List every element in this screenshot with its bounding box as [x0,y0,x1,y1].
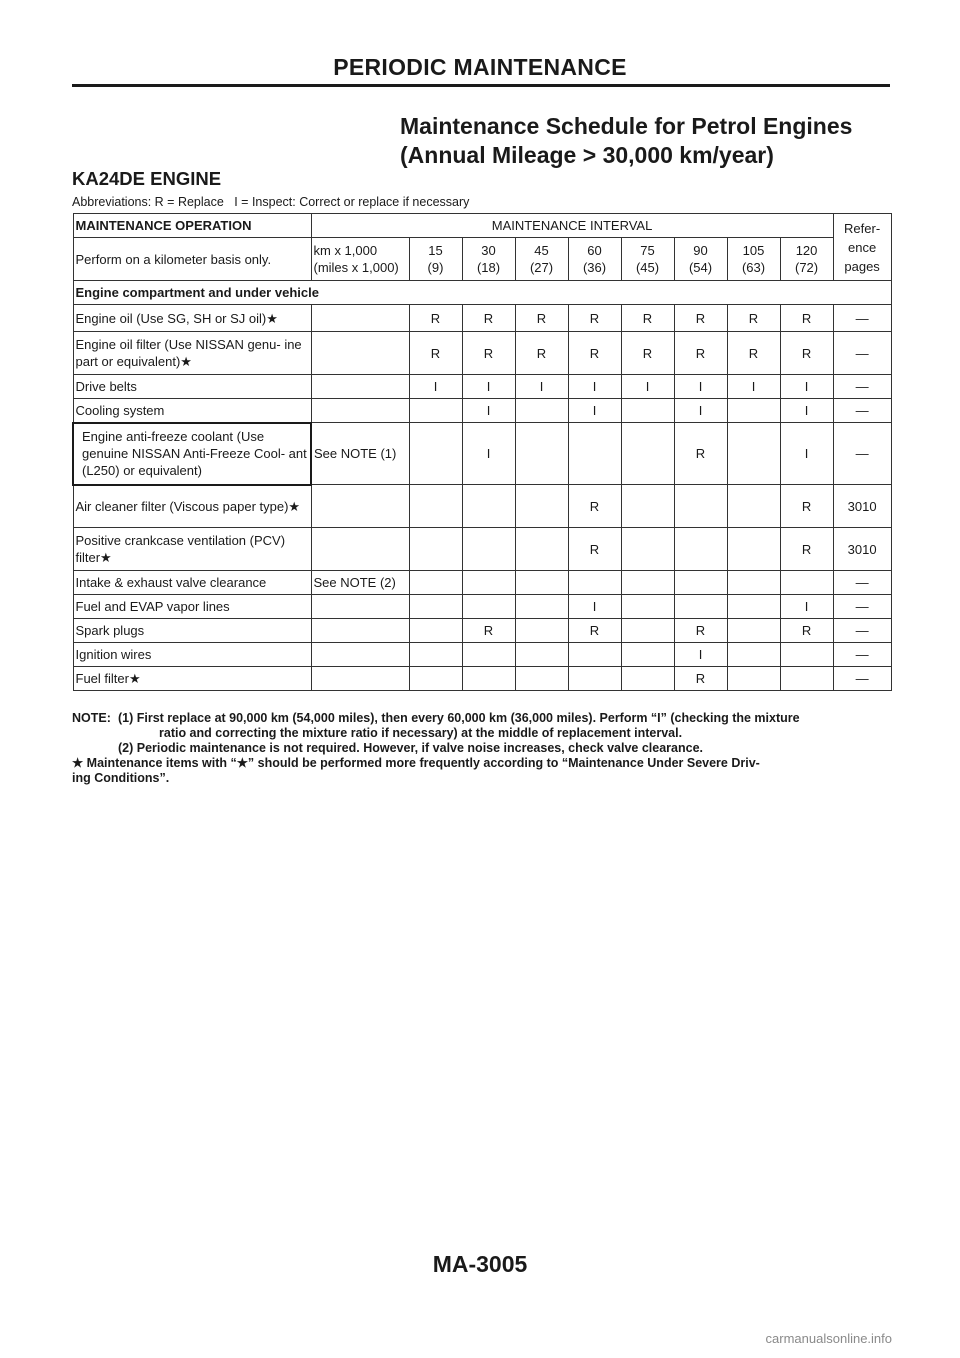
interval-header-cell [568,238,621,281]
reference-cell: — [833,332,891,375]
interval-cell [515,643,568,667]
interval-cell: R [674,423,727,485]
note-cell: See NOTE (2) [311,571,409,595]
reference-cell: — [833,667,891,691]
interval-cell [409,667,462,691]
table-row [73,528,891,571]
interval-cell: R [515,305,568,332]
interval-km: 120 [795,243,818,258]
interval-cell [727,485,780,528]
interval-cell [409,595,462,619]
reference-cell: — [833,571,891,595]
interval-miles: (72) [794,260,819,275]
interval-cell [568,423,621,485]
operation-cell: Drive belts [73,375,311,399]
table-row [73,423,891,485]
interval-cell [515,528,568,571]
note-cell [311,375,409,399]
interval-cell [674,528,727,571]
interval-cell [462,595,515,619]
interval-cell [462,667,515,691]
interval-cell: I [621,375,674,399]
interval-cell: R [674,305,727,332]
note-1-line1: (1) First replace at 90,000 km (54,000 miles), then every 60,000 km (36,000 miles). Perform “I” (checking the mixture [118,711,800,725]
interval-cell [515,619,568,643]
col-header-reference: Refer- ence pages [833,214,891,281]
interval-cell: R [780,332,833,375]
interval-cell [515,399,568,423]
interval-cell [621,528,674,571]
interval-cell: R [462,305,515,332]
abbreviations-line: Abbreviations: R = Replace I = Inspect: Correct or replace if necessary [72,195,470,209]
note-cell [311,667,409,691]
interval-cell [674,595,727,619]
watermark: carmanualsonline.info [765,1331,892,1346]
operation-cell: Engine oil (Use SG, SH or SJ oil)★ [73,305,311,332]
interval-km: 45 [534,243,549,258]
note-cell [311,643,409,667]
interval-miles: (18) [476,260,501,275]
header-divider [72,84,890,87]
table-row [73,595,891,619]
interval-cell [780,571,833,595]
interval-km: 105 [742,243,765,258]
interval-cell [727,595,780,619]
table-row [73,643,891,667]
document-title-line2: (Annual Mileage > 30,000 km/year) [400,142,774,168]
interval-cell: R [462,619,515,643]
note-cell [311,595,409,619]
interval-header-cell [674,238,727,281]
unit-km: km x 1,000 [313,243,378,258]
interval-cell: I [568,595,621,619]
interval-cell [409,485,462,528]
interval-cell [621,423,674,485]
interval-cell: I [780,423,833,485]
interval-cell: I [568,375,621,399]
interval-cell: R [780,619,833,643]
interval-cell [462,528,515,571]
table-row [73,485,891,528]
table-row [73,305,891,332]
note-cell [311,332,409,375]
interval-cell: R [621,305,674,332]
interval-cell [462,571,515,595]
note-star-line1: ★ Maintenance items with “★” should be performed more frequently according to “Maintenance Under Severe Driv- [72,756,760,770]
interval-cell [727,423,780,485]
interval-cell [409,619,462,643]
interval-cell [727,571,780,595]
interval-header-cell [727,238,780,281]
note-2: (2) Periodic maintenance is not required. However, if valve noise increases, check valve clearance. [118,741,703,755]
maintenance-schedule-table [72,213,892,691]
interval-cell [515,571,568,595]
table-row [73,571,891,595]
operation-cell: Engine oil filter (Use NISSAN genu- ine part or equivalent)★ [73,332,311,375]
group-label: Engine compartment and under vehicle [73,281,891,305]
interval-cell [462,485,515,528]
interval-cell: R [727,305,780,332]
interval-cell: R [568,485,621,528]
reference-cell: 3010 [833,485,891,528]
reference-cell: — [833,619,891,643]
operation-cell: Intake & exhaust valve clearance [73,571,311,595]
note-cell: See NOTE (1) [311,423,409,485]
interval-header-cell [462,238,515,281]
interval-cell: R [727,332,780,375]
operation-cell: Air cleaner filter (Viscous paper type)★ [73,485,311,528]
interval-miles: (9) [427,260,444,275]
interval-cell [515,667,568,691]
reference-cell: — [833,399,891,423]
interval-cell [409,399,462,423]
operation-cell: Fuel and EVAP vapor lines [73,595,311,619]
interval-cell: I [409,375,462,399]
interval-cell [780,667,833,691]
operation-cell: Cooling system [73,399,311,423]
interval-cell: I [462,399,515,423]
reference-cell: — [833,305,891,332]
interval-miles: (36) [582,260,607,275]
reference-cell: — [833,643,891,667]
interval-header-cell [621,238,674,281]
interval-cell [515,485,568,528]
section-heading: KA24DE ENGINE [72,168,222,189]
basis-label: Perform on a kilometer basis only. [73,238,311,281]
interval-cell: I [727,375,780,399]
interval-miles: (45) [635,260,660,275]
interval-cell: R [780,485,833,528]
interval-cell [621,485,674,528]
table-row [73,332,891,375]
interval-cell [409,643,462,667]
page-header-title: PERIODIC MAINTENANCE [333,54,627,80]
interval-cell [727,528,780,571]
interval-cell: R [462,332,515,375]
interval-cell [780,643,833,667]
interval-cell [621,643,674,667]
interval-header-cell [409,238,462,281]
interval-cell: I [515,375,568,399]
interval-cell: I [674,643,727,667]
note-cell [311,528,409,571]
reference-cell: 3010 [833,528,891,571]
interval-km: 60 [587,243,602,258]
interval-cell [515,595,568,619]
interval-cell [621,619,674,643]
col-header-operation: MAINTENANCE OPERATION [73,214,311,238]
interval-cell: R [780,305,833,332]
interval-km: 30 [481,243,496,258]
interval-cell [674,571,727,595]
interval-header-cell [780,238,833,281]
interval-cell [462,643,515,667]
note-star-line2: ing Conditions”. [72,771,170,785]
operation-cell: Fuel filter★ [73,667,311,691]
interval-cell: R [568,332,621,375]
interval-cell [727,643,780,667]
interval-cell [515,423,568,485]
interval-cell: I [780,375,833,399]
notes-label: NOTE: [72,711,111,725]
interval-cell: R [674,619,727,643]
interval-cell: I [780,595,833,619]
operation-cell: Positive crankcase ventilation (PCV) filter★ [73,528,311,571]
interval-cell [727,619,780,643]
unit-miles: (miles x 1,000) [313,260,399,275]
interval-cell: I [674,375,727,399]
interval-cell: R [568,528,621,571]
interval-cell: R [568,305,621,332]
interval-cell [568,643,621,667]
interval-cell [674,485,727,528]
table-row [73,399,891,423]
operation-cell: Spark plugs [73,619,311,643]
interval-cell: R [409,305,462,332]
interval-cell: R [621,332,674,375]
interval-cell: R [674,332,727,375]
notes-block [72,711,902,786]
interval-cell: R [780,528,833,571]
table-row [73,619,891,643]
operation-cell: Ignition wires [73,643,311,667]
note-cell [311,399,409,423]
interval-miles: (54) [688,260,713,275]
interval-cell: R [409,332,462,375]
interval-cell: I [780,399,833,423]
interval-cell: R [674,667,727,691]
reference-cell: — [833,375,891,399]
interval-km: 15 [428,243,443,258]
interval-cell [568,571,621,595]
interval-cell [621,667,674,691]
interval-cell: I [462,375,515,399]
table-row [73,667,891,691]
interval-cell: R [515,332,568,375]
interval-cell: I [568,399,621,423]
interval-km: 75 [640,243,655,258]
interval-cell [409,423,462,485]
note-cell [311,619,409,643]
interval-cell [621,399,674,423]
table-row [73,375,891,399]
interval-cell: I [462,423,515,485]
interval-cell [727,667,780,691]
interval-cell [621,595,674,619]
operation-cell: Engine anti-freeze coolant (Use genuine NISSAN Anti-Freeze Cool- ant (L250) or equivalent) [73,423,311,485]
interval-cell [409,571,462,595]
interval-miles: (27) [529,260,554,275]
interval-cell: R [568,619,621,643]
page-number: MA-3005 [432,1251,528,1277]
document-title-line1: Maintenance Schedule for Petrol Engines [400,113,853,139]
document-title [400,112,852,170]
note-cell [311,305,409,332]
unit-label [311,238,409,281]
interval-cell [621,571,674,595]
note-cell [311,485,409,528]
interval-cell [409,528,462,571]
note-1-line2: ratio and correcting the mixture ratio if necessary) at the middle of replacement interval. [159,726,683,740]
reference-cell: — [833,423,891,485]
interval-km: 90 [693,243,708,258]
interval-cell: I [674,399,727,423]
interval-miles: (63) [741,260,766,275]
interval-cell [568,667,621,691]
interval-cell [727,399,780,423]
interval-header-cell [515,238,568,281]
reference-cell: — [833,595,891,619]
col-header-interval: MAINTENANCE INTERVAL [311,214,833,238]
